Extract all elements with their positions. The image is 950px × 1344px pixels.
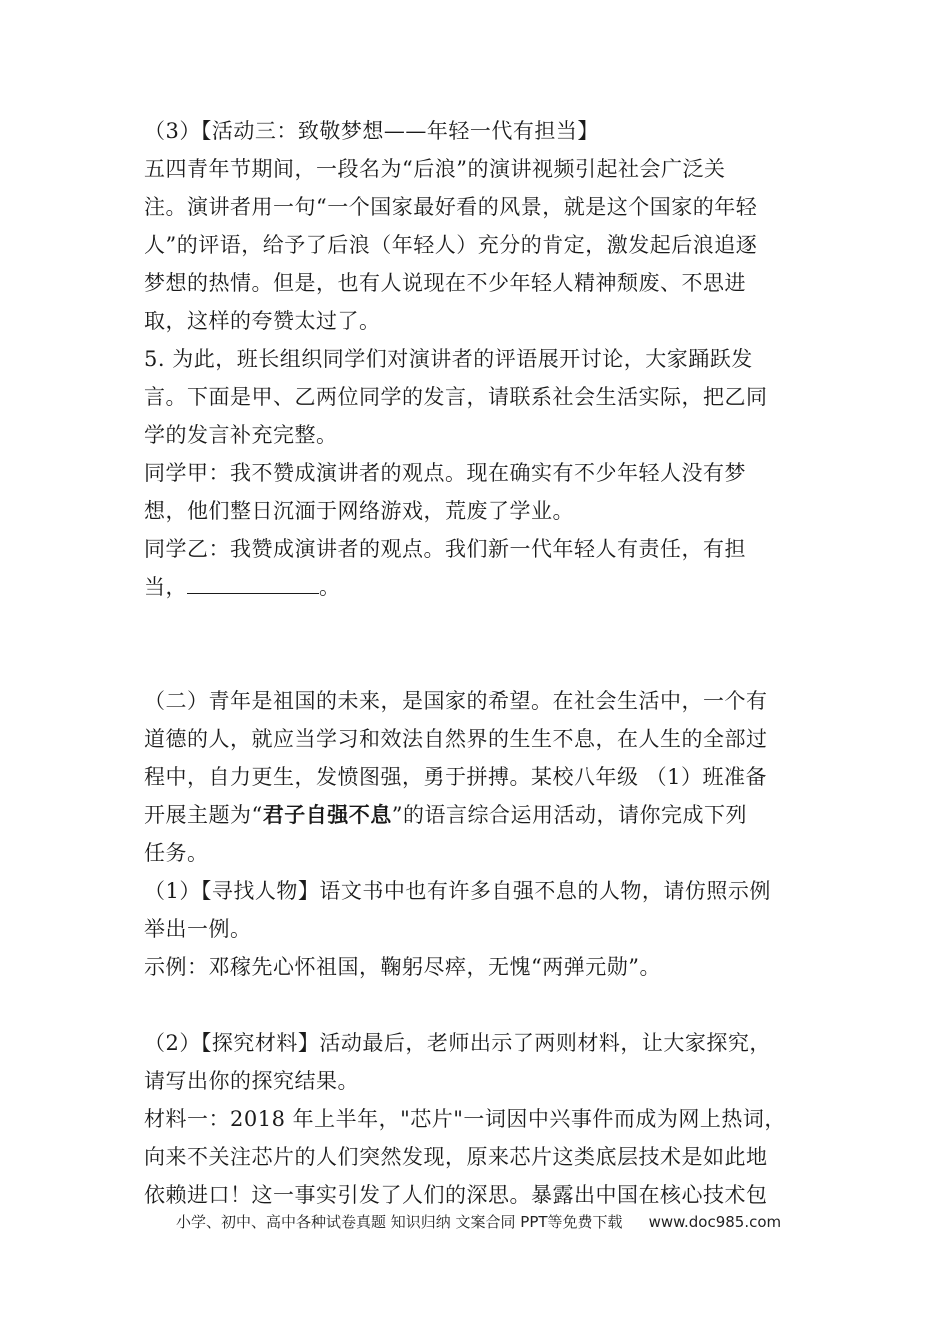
theme-line <box>144 796 814 834</box>
activity3-heading: （3）【活动三：致敬梦想——年轻一代有担当】 <box>144 119 599 143</box>
spacer <box>144 986 814 1024</box>
material1-line: 材料一：2018 年上半年，"芯片"一词因中兴事件而成为网上热词， <box>144 1107 786 1131</box>
part2-intro-line: 程中，自力更生，发愤图强，勇于拼搏。某校八年级 （1）班准备 <box>144 765 768 789</box>
answer-blank[interactable] <box>187 571 319 594</box>
student-a-line: 想，他们整日沉湎于网络游戏，荒废了学业。 <box>144 499 574 523</box>
student-b-text: 当， <box>144 575 187 599</box>
student-b-answer-line <box>144 568 814 606</box>
task1-line: 举出一例。 <box>144 917 252 941</box>
task2-line: （2）【探究材料】活动最后，老师出示了两则材料，让大家探究， <box>144 1031 771 1055</box>
paragraph-line: 取，这样的夸赞太过了。 <box>144 309 381 333</box>
task1-line: （1）【寻找人物】语文书中也有许多自强不息的人物，请仿照示例 <box>144 879 771 903</box>
period-text: 。 <box>319 575 341 599</box>
theme-post: ”的语言综合运用活动，请你完成下列 <box>391 803 747 827</box>
paragraph-line: 注。演讲者用一句“一个国家最好看的风景，就是这个国家的年轻 <box>144 195 758 219</box>
footer-site-link[interactable]: www.doc985.com <box>648 1213 782 1231</box>
theme-title: 君子自强不息 <box>262 803 392 827</box>
question5-line: 5. 为此，班长组织同学们对演讲者的评语展开讨论，大家踊跃发 <box>144 347 753 371</box>
footer-text: 小学、初中、高中各种试卷真题 知识归纳 文案合同 PPT等免费下载 <box>176 1213 623 1231</box>
part2-intro-line: 道德的人，就应当学习和效法自然界的生生不息，在人生的全部过 <box>144 727 768 751</box>
material1-line: 依赖进口！这一事实引发了人们的深思。暴露出中国在核心技术包 <box>144 1183 768 1207</box>
paragraph-line: 人”的评语，给予了后浪（年轻人）充分的肯定，激发起后浪追逐 <box>144 233 758 257</box>
paragraph-line: 五四青年节期间，一段名为“后浪”的演讲视频引起社会广泛关 <box>144 157 726 181</box>
student-a-line: 同学甲：我不赞成演讲者的观点。现在确实有不少年轻人没有梦 <box>144 461 746 485</box>
material1-line: 向来不关注芯片的人们突然发现，原来芯片这类底层技术是如此地 <box>144 1145 768 1169</box>
task2-line: 请写出你的探究结果。 <box>144 1069 359 1093</box>
part2-intro-line: （二）青年是祖国的未来，是国家的希望。在社会生活中，一个有 <box>144 689 768 713</box>
student-b-line: 同学乙：我赞成演讲者的观点。我们新一代年轻人有责任，有担 <box>144 537 746 561</box>
spacer <box>144 606 814 682</box>
question5-line: 学的发言补充完整。 <box>144 423 338 447</box>
part2-intro-line: 任务。 <box>144 841 209 865</box>
question5-line: 言。下面是甲、乙两位同学的发言，请联系社会生活实际，把乙同 <box>144 385 768 409</box>
paragraph-line: 梦想的热情。但是，也有人说现在不少年轻人精神颓废、不思进 <box>144 271 746 295</box>
document-body <box>144 112 814 1214</box>
page-footer <box>176 1211 781 1232</box>
theme-pre: 开展主题为“ <box>144 803 263 827</box>
example-line: 示例：邓稼先心怀祖国，鞠躬尽瘁，无愧“两弹元勋”。 <box>144 955 661 979</box>
